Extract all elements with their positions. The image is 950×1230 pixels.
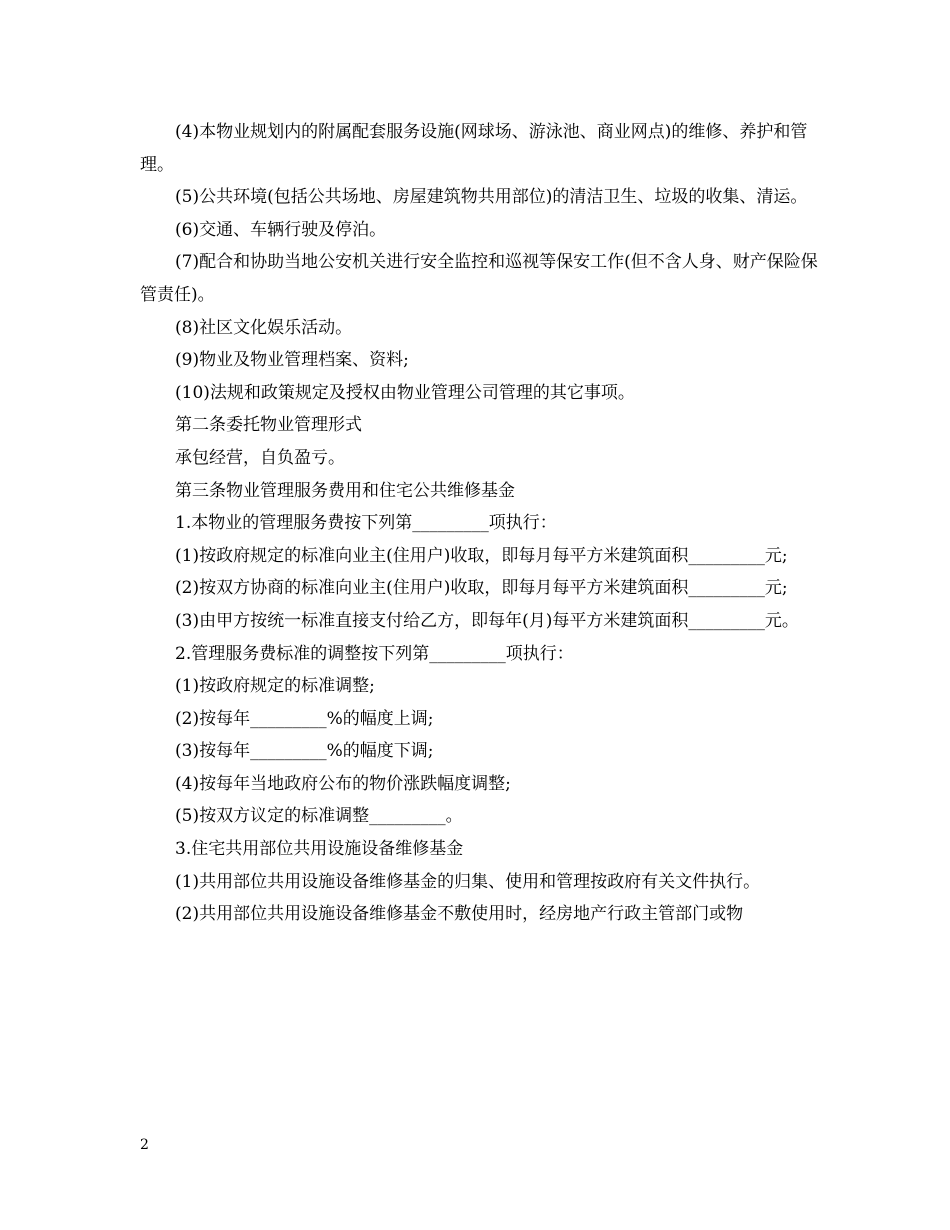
paragraph-item-8-culture: (8)社区文化娱乐活动。 [175, 317, 353, 338]
fund-clause-3: 3.住宅共用部位共用设施设备维修基金 [175, 839, 464, 860]
fee-option-1: (1)按政府规定的标准向业主(住用户)收取，即每月每平方米建筑面积_________元; [175, 545, 788, 566]
fee-option-3: (3)由甲方按统一标准直接支付给乙方，即每年(月)每平方米建筑面积_________元。 [175, 610, 799, 631]
article-2-heading: 第二条委托物业管理形式 [175, 415, 362, 436]
adjust-option-2: (2)按每年_________%的幅度上调; [175, 708, 434, 729]
paragraph-item-7-security: (7)配合和协助当地公安机关进行安全监控和巡视等保安工作(但不含人身、财产保险保管责任)。 [140, 252, 818, 305]
paragraph-item-6-traffic: (6)交通、车辆行驶及停泊。 [175, 219, 387, 240]
fund-option-1: (1)共用部位共用设施设备维修基金的归集、使用和管理按政府有关文件执行。 [175, 871, 761, 892]
paragraph-item-4-facilities: (4)本物业规划内的附属配套服务设施(网球场、游泳池、商业网点)的维修、养护和管理。 [140, 122, 808, 175]
fee-clause-2: 2.管理服务费标准的调整按下列第_________项执行： [175, 643, 574, 664]
adjust-option-5: (5)按双方议定的标准调整_________。 [175, 806, 463, 827]
fee-clause-1: 1.本物业的管理服务费按下列第_________项执行： [175, 513, 557, 534]
paragraph-item-5-environment: (5)公共环境(包括公共场地、房屋建筑物共用部位)的清洁卫生、垃圾的收集、清运。 [175, 187, 808, 208]
adjust-option-4: (4)按每年当地政府公布的物价涨跌幅度调整; [175, 773, 511, 794]
article-3-heading: 第三条物业管理服务费用和住宅公共维修基金 [175, 480, 515, 501]
paragraph-item-10-other: (10)法规和政策规定及授权由物业管理公司管理的其它事项。 [175, 382, 635, 403]
article-2-body: 承包经营，自负盈亏。 [175, 447, 345, 468]
page-number: 2 [140, 1137, 149, 1153]
adjust-option-1: (1)按政府规定的标准调整; [175, 676, 375, 697]
adjust-option-3: (3)按每年_________%的幅度下调; [175, 741, 434, 762]
paragraph-item-9-archives: (9)物业及物业管理档案、资料; [175, 350, 409, 371]
fund-option-2: (2)共用部位共用设施设备维修基金不敷使用时，经房地产行政主管部门或物 [175, 904, 744, 925]
document-body [140, 116, 820, 931]
fee-option-2: (2)按双方协商的标准向业主(住用户)收取，即每月每平方米建筑面积_________元; [175, 578, 788, 599]
